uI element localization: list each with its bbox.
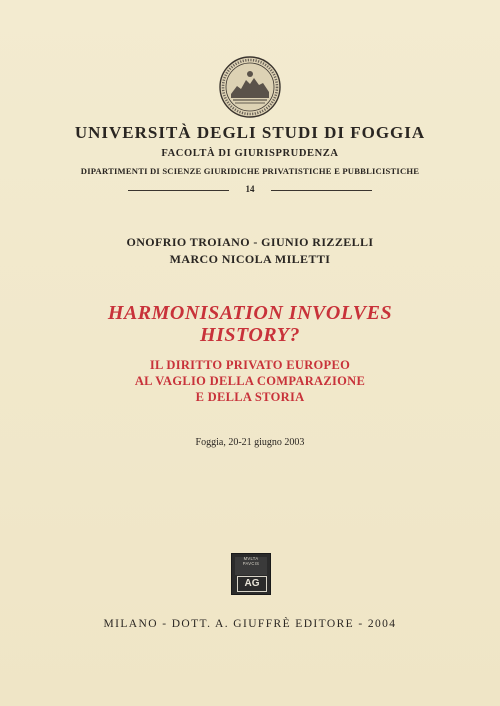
department-name: DIPARTIMENTI DI SCIENZE GIURIDICHE PRIVATISTICHE E PUBBLICISTICHE xyxy=(80,166,420,176)
publisher-logo-mark: AG xyxy=(237,576,267,592)
subtitle-line-1: IL DIRITTO PRIVATO EUROPEO xyxy=(149,358,351,372)
book-title-line-2: HISTORY? xyxy=(200,324,300,346)
authors-line-1: ONOFRIO TROIANO - GIUNIO RIZZELLI xyxy=(126,235,374,249)
subtitle-line-3: E DELLA STORIA xyxy=(195,390,305,404)
event-date: Foggia, 20-21 giugno 2003 xyxy=(195,437,305,448)
publisher-logo-icon xyxy=(231,553,271,595)
right-rule xyxy=(271,190,372,191)
authors-line-2: MARCO NICOLA MILETTI xyxy=(169,252,331,266)
logo-motto-line-1: MVLTA xyxy=(243,556,259,561)
book-title-line-1: HARMONISATION INVOLVES xyxy=(107,302,393,324)
university-seal-icon xyxy=(219,56,281,118)
publisher-logo-motto xyxy=(235,557,267,575)
series-number: 14 xyxy=(245,184,255,194)
university-name: UNIVERSITÀ DEGLI STUDI DI FOGGIA xyxy=(74,123,426,142)
logo-motto-line-2: PAVCIS xyxy=(242,560,260,566)
faculty-name: FACOLTÀ DI GIURISPRUDENZA xyxy=(161,148,339,159)
subtitle-line-2: AL VAGLIO DELLA COMPARAZIONE xyxy=(134,374,366,388)
publisher-line: MILANO - DOTT. A. GIUFFRÈ EDITORE - 2004 xyxy=(103,618,397,630)
